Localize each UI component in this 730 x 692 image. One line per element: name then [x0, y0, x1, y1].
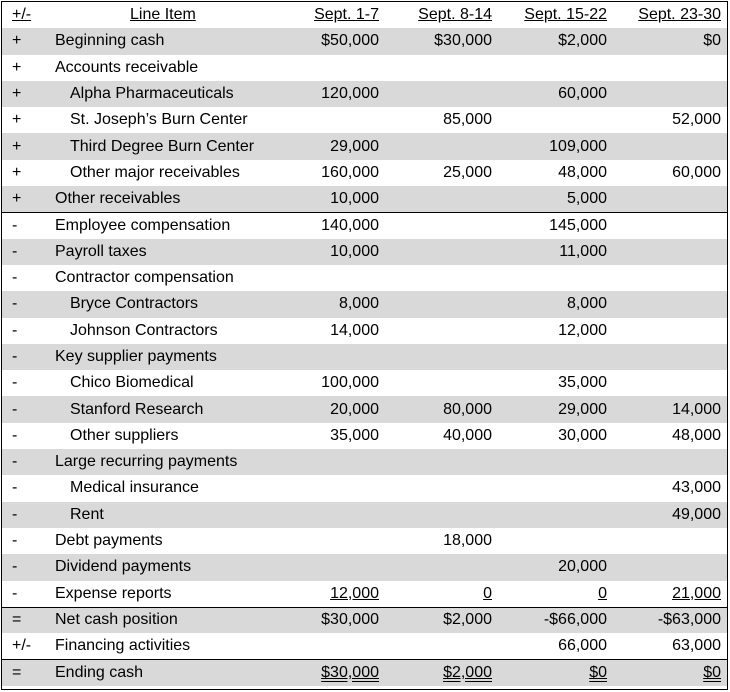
row-value-3: 30,000: [558, 426, 607, 444]
table-row: [2, 28, 727, 54]
row-sign: -: [12, 321, 18, 339]
row-line-item: Other receivables: [55, 190, 181, 208]
row-value-2: $30,000: [434, 32, 492, 50]
row-value-1: $30,000: [321, 664, 379, 682]
row-value-3: 66,000: [558, 637, 607, 655]
row-sign: +: [12, 111, 22, 129]
row-line-item: Ending cash: [55, 664, 144, 682]
table-row: [2, 659, 727, 685]
row-sign: -: [12, 426, 18, 444]
row-sign: -: [12, 479, 18, 497]
row-value-3: 11,000: [559, 242, 607, 260]
row-value-3: -$66,000: [543, 611, 607, 629]
table-row: [2, 55, 727, 81]
row-sign: -: [12, 269, 18, 287]
row-value-1: $30,000: [321, 611, 379, 629]
header-period-3: Sept. 15-22: [524, 6, 607, 24]
table-row: [2, 396, 727, 422]
row-value-2: 18,000: [443, 532, 492, 550]
row-sign: +: [12, 190, 22, 208]
row-line-item: Other suppliers: [70, 426, 179, 444]
row-value-3: 0: [598, 584, 607, 602]
row-value-1: 35,000: [330, 426, 379, 444]
table-row: [2, 449, 727, 475]
row-sign: +/-: [12, 637, 32, 655]
row-value-3: $0: [589, 664, 607, 682]
row-line-item: Rent: [70, 505, 104, 523]
table-row: [2, 607, 727, 633]
row-value-1: 140,000: [321, 217, 379, 235]
table-row: [2, 633, 727, 659]
row-line-item: St. Joseph’s Burn Center: [70, 111, 248, 129]
table-row: [2, 133, 727, 159]
row-sign: +: [12, 163, 22, 181]
row-line-item: Key supplier payments: [55, 348, 217, 365]
row-line-item: Johnson Contractors: [70, 321, 218, 339]
row-value-4: 49,000: [672, 505, 721, 523]
row-value-1: $50,000: [321, 32, 379, 50]
row-line-item: Bryce Contractors: [70, 295, 199, 313]
row-sign: -: [12, 453, 18, 471]
row-sign: =: [12, 611, 22, 629]
row-line-item: Contractor compensation: [55, 269, 234, 287]
header-period-4: Sept. 23-30: [638, 6, 721, 24]
row-line-item: Expense reports: [55, 584, 172, 602]
row-line-item: Net cash position: [55, 611, 178, 629]
row-value-4: 43,000: [672, 479, 721, 497]
row-value-2: 40,000: [443, 426, 492, 444]
table-row: [2, 291, 727, 317]
row-value-3: 35,000: [558, 374, 607, 392]
row-sign: =: [12, 664, 22, 682]
row-value-3: $2,000: [558, 32, 607, 50]
table-row: [2, 239, 727, 265]
row-value-4: -$63,000: [657, 611, 721, 629]
row-value-2: 85,000: [443, 111, 492, 129]
row-value-3: 20,000: [558, 558, 607, 576]
row-line-item: Employee compensation: [55, 217, 231, 235]
row-sign: -: [12, 217, 18, 235]
table-row: [2, 475, 727, 501]
row-line-item: Third Degree Burn Center: [70, 137, 255, 155]
row-sign: -: [12, 374, 18, 392]
row-line-item: Medical insurance: [70, 479, 199, 497]
header-line-item: Line Item: [130, 6, 196, 24]
row-value-2: $2,000: [443, 611, 492, 629]
table-row: [2, 107, 727, 133]
table-row: [2, 81, 727, 107]
row-value-3: 12,000: [558, 321, 607, 339]
row-sign: -: [12, 532, 18, 550]
row-value-3: 109,000: [549, 137, 607, 155]
row-value-1: 120,000: [321, 85, 379, 103]
row-value-4: 48,000: [672, 426, 721, 444]
row-value-4: 21,000: [672, 584, 721, 602]
row-sign: -: [12, 400, 18, 418]
table-row: [2, 212, 727, 238]
row-value-4: $0: [703, 32, 721, 50]
row-value-1: 29,000: [330, 137, 379, 155]
row-line-item: Beginning cash: [55, 32, 165, 50]
header-sign: +/-: [12, 6, 32, 24]
table-row: [2, 186, 727, 212]
row-line-item: Payroll taxes: [55, 242, 147, 260]
row-line-item: Dividend payments: [55, 558, 192, 576]
table-row: [2, 528, 727, 554]
row-value-1: 160,000: [321, 163, 379, 181]
row-value-1: 14,000: [330, 321, 379, 339]
row-value-1: 10,000: [330, 242, 379, 260]
row-line-item: Stanford Research: [70, 400, 204, 418]
row-value-1: 100,000: [321, 374, 379, 392]
row-value-4: 63,000: [672, 637, 721, 655]
table-row: [2, 318, 727, 344]
row-sign: +: [12, 85, 22, 103]
row-value-3: 5,000: [566, 190, 607, 208]
row-sign: +: [12, 32, 22, 50]
row-value-3: 8,000: [566, 295, 607, 313]
row-sign: -: [12, 295, 18, 313]
table-row: [2, 581, 727, 607]
row-value-3: 60,000: [558, 85, 607, 103]
header-period-1: Sept. 1-7: [314, 6, 379, 24]
row-line-item: Large recurring payments: [55, 453, 238, 471]
row-sign: -: [12, 348, 18, 365]
row-sign: -: [12, 242, 18, 260]
table-row: [2, 554, 727, 580]
row-sign: +: [12, 137, 22, 155]
table-row: [2, 344, 727, 370]
table-row: [2, 370, 727, 396]
row-sign: -: [12, 505, 18, 523]
row-value-4: 60,000: [672, 163, 721, 181]
row-value-1: 8,000: [338, 295, 379, 313]
row-line-item: Other major receivables: [70, 163, 240, 181]
row-value-4: $0: [703, 664, 721, 682]
row-value-3: 145,000: [549, 217, 607, 235]
table-row: [2, 423, 727, 449]
row-value-2: 25,000: [443, 163, 492, 181]
row-line-item: Debt payments: [55, 532, 163, 550]
row-line-item: Alpha Pharmaceuticals: [70, 85, 234, 103]
table-row: [2, 160, 727, 186]
row-value-3: 29,000: [558, 400, 607, 418]
row-sign: -: [12, 558, 18, 576]
header-row: [2, 2, 727, 28]
row-value-4: 14,000: [672, 400, 721, 418]
row-value-1: 10,000: [330, 190, 379, 208]
table-row: [2, 265, 727, 291]
row-sign: +: [12, 58, 22, 76]
row-value-1: 12,000: [330, 584, 379, 602]
row-value-3: 48,000: [558, 163, 607, 181]
row-value-1: 20,000: [330, 400, 379, 418]
cash-flow-table: [1, 1, 728, 690]
row-line-item: Financing activities: [55, 637, 191, 655]
row-sign: -: [12, 584, 18, 602]
row-value-2: $2,000: [443, 664, 492, 682]
row-line-item: Chico Biomedical: [70, 374, 194, 392]
row-value-2: 0: [483, 584, 492, 602]
table-row: [2, 502, 727, 528]
header-period-2: Sept. 8-14: [418, 6, 492, 24]
row-value-2: 80,000: [443, 400, 492, 418]
row-value-4: 52,000: [672, 111, 721, 129]
row-line-item: Accounts receivable: [55, 58, 199, 76]
